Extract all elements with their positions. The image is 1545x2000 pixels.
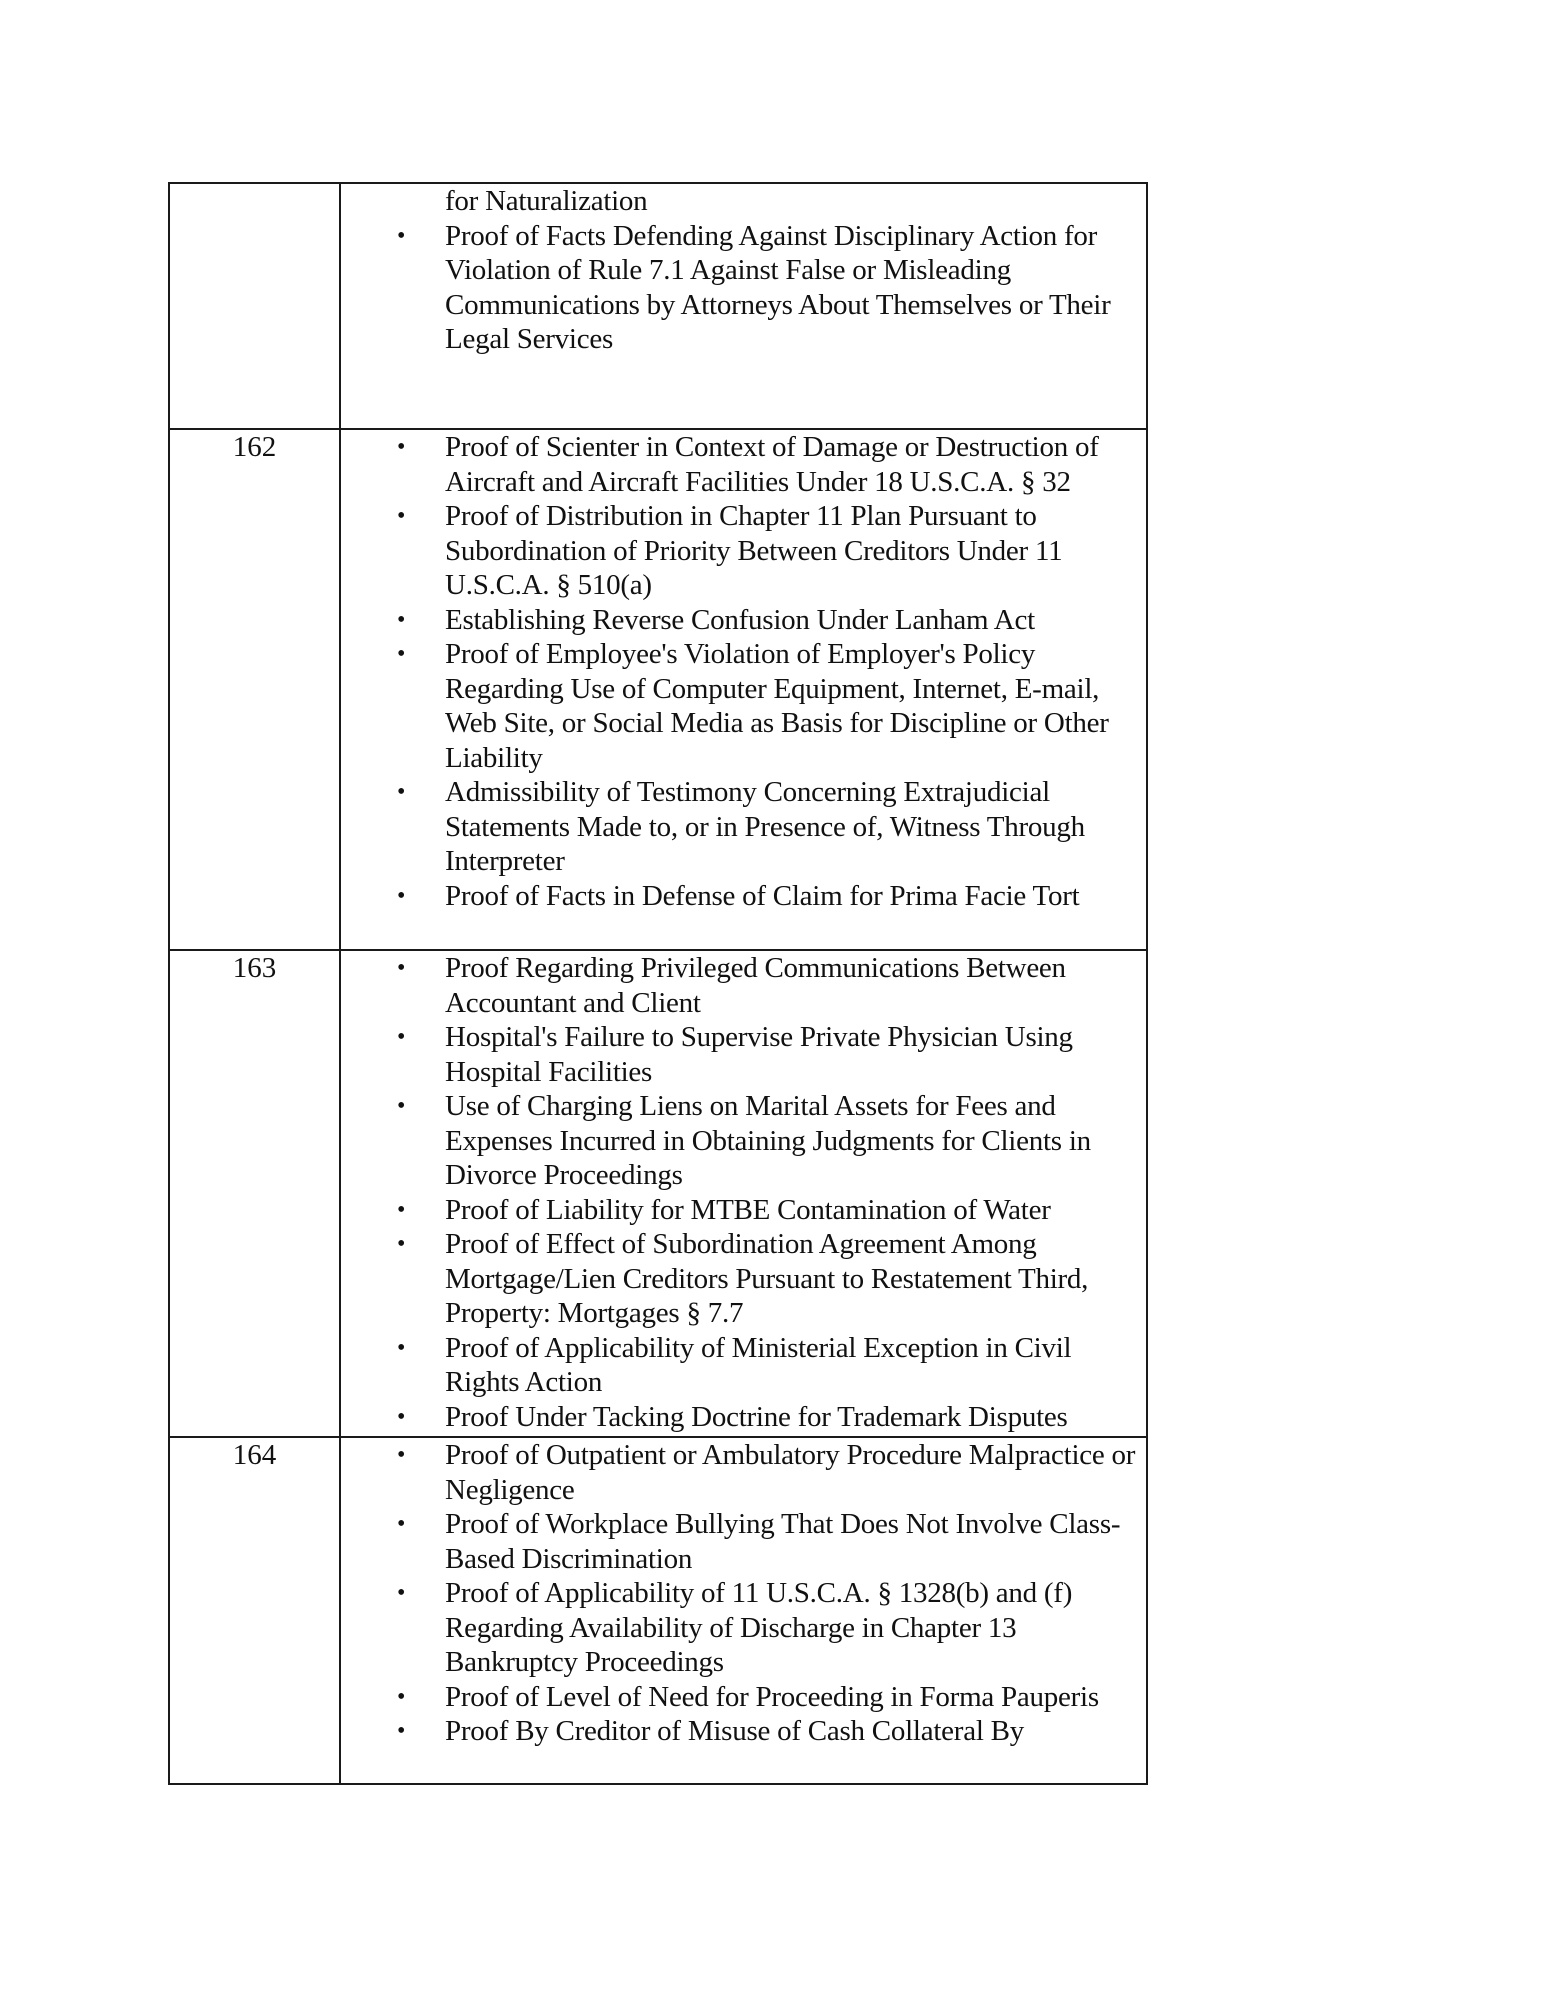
continued-topic-text: for Naturalization: [445, 185, 648, 217]
topic-title: Proof of Distribution in Chapter 11 Plan Pursuant to Subordination of Priority Between Creditors Under 11 U.S.C.A. § 510(a): [445, 500, 1063, 601]
topic-title: Proof Under Tacking Doctrine for Trademark Disputes: [445, 1400, 1068, 1433]
topics-cell: [340, 183, 1147, 429]
topic-title: Hospital's Failure to Supervise Private Physician Using Hospital Facilities: [445, 1021, 1073, 1088]
topic-list: [341, 951, 1146, 1434]
topic-list: [341, 430, 1146, 913]
topics-cell: [340, 429, 1147, 950]
list-item: [341, 430, 1146, 499]
volume-number-cell: 162: [169, 429, 340, 950]
topic-list: [341, 1438, 1146, 1749]
list-item: [341, 1089, 1146, 1193]
topic-title: Proof of Workplace Bullying That Does Not Involve Class-Based Discrimination: [445, 1508, 1121, 1575]
table-row: [169, 429, 1147, 950]
topic-title: Proof of Facts Defending Against Disciplinary Action for Violation of Rule 7.1 Against False or Misleading Communications by Attorneys About Themselves or Their Legal Services: [445, 219, 1111, 355]
volume-number-cell: [169, 183, 340, 429]
list-item: [341, 1193, 1146, 1228]
list-item: [341, 637, 1146, 775]
bullet-icon: •: [397, 1093, 406, 1119]
volume-number-cell: 163: [169, 950, 340, 1437]
bullet-icon: •: [397, 779, 406, 805]
topic-title: Establishing Reverse Confusion Under Lanham Act: [445, 603, 1035, 636]
topic-title: Proof Regarding Privileged Communications Between Accountant and Client: [445, 952, 1066, 1019]
list-item: [341, 219, 1146, 357]
topic-title: Proof of Effect of Subordination Agreement Among Mortgage/Lien Creditors Pursuant to Restatement Third, Property: Mortgages § 7.7: [445, 1228, 1089, 1329]
bullet-icon: •: [397, 606, 406, 633]
list-item: [341, 1227, 1146, 1331]
topic-title: Proof of Scienter in Context of Damage or Destruction of Aircraft and Aircraft Facilities Under 18 U.S.C.A. § 32: [445, 431, 1099, 498]
list-item: [341, 1400, 1146, 1435]
bullet-icon: •: [397, 1403, 406, 1430]
list-item: [341, 1331, 1146, 1400]
bullet-icon: •: [397, 503, 406, 529]
bullet-icon: •: [397, 222, 406, 249]
list-item: [341, 603, 1146, 638]
bullet-icon: •: [397, 1580, 406, 1606]
topic-title: Proof By Creditor of Misuse of Cash Collateral By: [445, 1715, 1024, 1747]
bullet-icon: •: [397, 1334, 406, 1361]
bullet-icon: •: [397, 1511, 406, 1537]
table-row: [169, 1437, 1147, 1784]
topic-title: Proof of Applicability of 11 U.S.C.A. § 1328(b) and (f) Regarding Availability of Discharge in Chapter 13 Bankruptcy Proceedings: [445, 1577, 1073, 1678]
list-item: [341, 1438, 1146, 1507]
topic-title: Proof of Facts in Defense of Claim for Prima Facie Tort: [445, 879, 1080, 912]
list-item: [341, 1714, 1146, 1749]
list-item: [341, 1507, 1146, 1576]
list-item: [341, 1020, 1146, 1089]
list-item: [341, 1576, 1146, 1680]
volume-topics-table: [168, 182, 1148, 1785]
list-item: [341, 775, 1146, 879]
bullet-icon: •: [397, 1196, 406, 1223]
bullet-icon: •: [397, 434, 406, 460]
list-item: [341, 879, 1146, 914]
bullet-icon: •: [397, 1024, 406, 1050]
topic-title: Proof of Employee's Violation of Employer's Policy Regarding Use of Computer Equipment, Internet, E-mail, Web Site, or Social Media as Basis for Discipline or Other Liability: [445, 638, 1109, 774]
topics-cell: [340, 950, 1147, 1437]
topic-title: Proof of Liability for MTBE Contamination of Water: [445, 1193, 1051, 1226]
list-item: [341, 951, 1146, 1020]
table-row: [169, 183, 1147, 429]
bullet-icon: •: [397, 641, 406, 667]
topic-title: Proof of Outpatient or Ambulatory Procedure Malpractice or Negligence: [445, 1439, 1136, 1506]
topic-list: [341, 184, 1146, 357]
volume-number-cell: 164: [169, 1437, 340, 1784]
bullet-icon: •: [397, 882, 406, 909]
topic-title: Proof of Level of Need for Proceeding in Forma Pauperis: [445, 1680, 1099, 1713]
topic-title: Use of Charging Liens on Marital Assets for Fees and Expenses Incurred in Obtaining Judgments for Clients in Divorce Proceedings: [445, 1090, 1091, 1191]
bullet-icon: •: [397, 1683, 406, 1710]
table-row: [169, 950, 1147, 1437]
bullet-icon: •: [397, 1442, 406, 1468]
list-item: [341, 1680, 1146, 1715]
list-item: [341, 499, 1146, 603]
topic-title: Admissibility of Testimony Concerning Extrajudicial Statements Made to, or in Presence of, Witness Through Interpreter: [445, 776, 1085, 877]
topic-title: Proof of Applicability of Ministerial Exception in Civil Rights Action: [445, 1331, 1072, 1398]
bullet-icon: •: [397, 955, 406, 981]
bullet-icon: •: [397, 1718, 406, 1744]
bullet-icon: •: [397, 1231, 406, 1257]
topics-cell: [340, 1437, 1147, 1784]
